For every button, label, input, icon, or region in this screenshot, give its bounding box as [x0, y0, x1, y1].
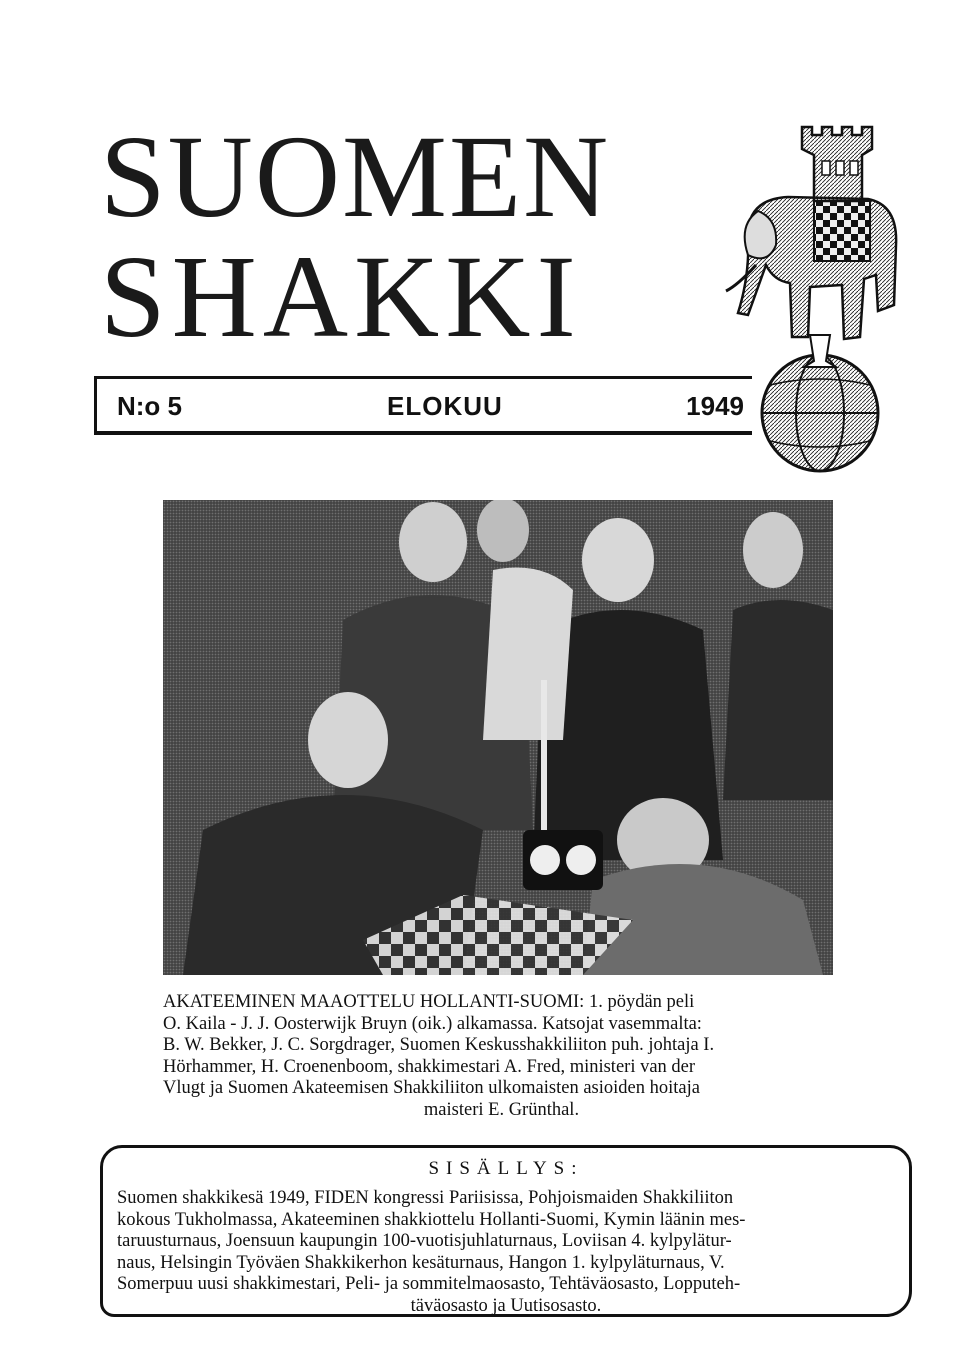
caption-line: Hörhammer, H. Croenenboom, shakkimestari A. Fred, ministeri van der — [163, 1056, 696, 1077]
photo-caption — [163, 992, 840, 1121]
contents-line: Somerpuu uusi shakkimestari, Peli- ja sommitelmaosasto, Tehtäväosasto, Lopputeh- — [117, 1274, 741, 1294]
caption-line: B. W. Bekker, J. C. Sorgdrager, Suomen Keskusshakkiliiton puh. johtaja I. — [163, 1035, 715, 1055]
issue-month: ELOKUU — [387, 391, 503, 421]
contents-line: kokous Tukholmassa, Akateeminen shakkiottelu Hollanti-Suomi, Kymin läänin mes- — [117, 1209, 746, 1230]
chess-match-photograph — [163, 500, 833, 975]
elephant-castle-globe-emblem — [718, 115, 918, 475]
caption-line: Vlugt ja Suomen Akateemisen Shakkiliiton ulkomaisten asioiden hoitaja — [163, 1078, 700, 1098]
table-of-contents-box — [100, 1145, 912, 1317]
contents-body — [117, 1188, 895, 1317]
contents-line: täväosasto ja Uutisosasto. — [410, 1295, 602, 1316]
magazine-title-line-2: SHAKKI — [100, 231, 582, 362]
chessboard-saddle-shape — [814, 201, 870, 261]
magazine-title-line-1: SUOMEN — [100, 111, 611, 242]
caption-line: maisteri E. Grünthal. — [423, 1099, 580, 1120]
contents-line: Suomen shakkikesä 1949, FIDEN kongressi Pariisissa, Pohjoismaiden Shakkiliiton — [117, 1188, 734, 1208]
caption-line: AKATEEMINEN MAAOTTELU HOLLANTI-SUOMI: 1. pöydän peli — [163, 992, 695, 1012]
contents-line: taruusturnaus, Joensuun kaupungin 100-vuotisjuhlaturnaus, Loviisan 4. kylpylätur- — [117, 1231, 732, 1251]
contents-line: naus, Helsingin Työväen Shakkikerhon kesäturnaus, Hangon 1. kylpyläturnaus, V. — [117, 1252, 725, 1273]
issue-number: N:o 5 — [117, 391, 182, 421]
issue-bar — [94, 376, 752, 435]
contents-heading: SISÄLLYS: — [428, 1158, 584, 1179]
issue-year: 1949 — [686, 391, 744, 421]
caption-line: O. Kaila - J. J. Oosterwijk Bruyn (oik.) alkamassa. Katsojat vasemmalta: — [163, 1013, 702, 1034]
